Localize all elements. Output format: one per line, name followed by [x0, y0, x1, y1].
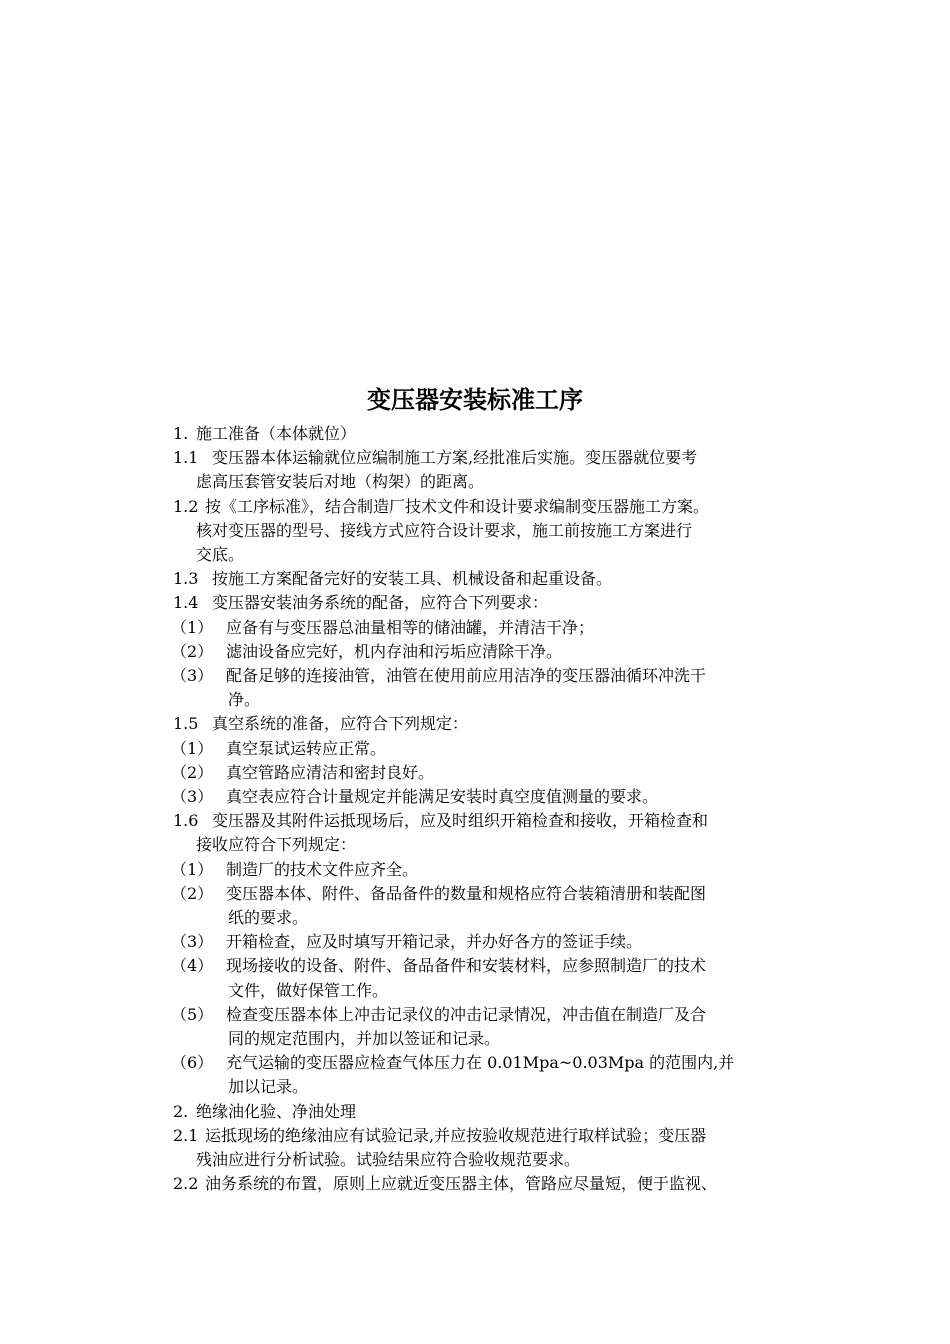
clause-continuation: 接收应符合下列规定： [196, 835, 357, 855]
clause-text: 变压器本体运输就位应编制施工方案,经批准后实施。变压器就位要考 [212, 448, 698, 468]
item-number: （5） [171, 1004, 214, 1024]
clause-text: 油务系统的布置，原则上应就近变压器主体，管路应尽量短，便于监视、 [205, 1174, 718, 1194]
item-continuation: 纸的要求。 [228, 908, 309, 928]
item-continuation: 同的规定范围内，并加以签证和记录。 [228, 1029, 501, 1049]
item-number: （2） [171, 641, 214, 661]
section-number: 1. [173, 424, 189, 443]
clause [173, 809, 813, 833]
section-heading [173, 422, 813, 446]
clause [173, 712, 813, 736]
clause [173, 1172, 813, 1196]
clause-continuation: 交底。 [196, 545, 245, 565]
clause-number: 1.3 [173, 569, 199, 589]
list-item [171, 1003, 813, 1027]
item-number: （2） [171, 762, 214, 782]
clause-text: 按《工序标准》，结合制造厂技术文件和设计要求编制变压器施工方案。 [205, 496, 710, 516]
list-item [171, 882, 813, 906]
section-number: 2. [173, 1101, 189, 1121]
clause-continuation: 残油应进行分析试验。试验结果应符合验收规范要求。 [196, 1150, 581, 1170]
list-item [171, 737, 813, 761]
item-text: 真空管路应清洁和密封良好。 [226, 762, 435, 782]
list-item [171, 785, 813, 809]
item-continuation: 加以记录。 [228, 1077, 309, 1097]
item-text: 制造厂的技术文件应齐全。 [226, 859, 419, 879]
list-item [171, 761, 813, 785]
clause [173, 1124, 813, 1148]
clause-number: 1.4 [173, 593, 199, 613]
item-text: 检查变压器本体上冲击记录仪的冲击记录情况，冲击值在制造厂及合 [226, 1004, 707, 1024]
item-number: （3） [171, 666, 214, 686]
item-text: 真空泵试运转应正常。 [226, 738, 387, 758]
item-text: 配备足够的连接油管，油管在使用前应用洁净的变压器油循环冲洗干 [226, 666, 707, 686]
item-number: （1） [171, 617, 214, 637]
item-number: （4） [171, 956, 214, 976]
list-item [171, 930, 813, 954]
clause [173, 446, 813, 470]
item-text: 开箱检查，应及时填写开箱记录，并办好各方的签证手续。 [226, 932, 643, 952]
item-number: （1） [171, 859, 214, 879]
item-text: 真空表应符合计量规定并能满足安装时真空度值测量的要求。 [226, 787, 659, 807]
list-item [171, 1051, 813, 1075]
item-text: 变压器本体、附件、备品备件的数量和规格应符合装箱清册和装配图 [226, 883, 707, 903]
document-body [173, 422, 813, 1197]
list-item [171, 616, 813, 640]
clause-number: 2.2 [173, 1174, 199, 1194]
section-heading [173, 1100, 813, 1124]
clause-continuation: 核对变压器的型号、接线方式应符合设计要求，施工前按施工方案进行 [196, 520, 693, 540]
clause [173, 567, 813, 591]
document-title: 变压器安装标准工序 [367, 385, 583, 414]
clause-number: 1.1 [173, 448, 199, 468]
clause [173, 495, 813, 519]
item-text: 现场接收的设备、附件、备品备件和安装材料，应参照制造厂的技术 [226, 956, 707, 976]
item-continuation: 净。 [228, 690, 261, 710]
clause-continuation: 虑高压套管安装后对地（构架）的距离。 [196, 472, 485, 492]
item-number: （2） [171, 883, 214, 903]
section-text: 绝缘油化验、净油处理 [196, 1101, 357, 1121]
list-item [171, 640, 813, 664]
item-text: 应备有与变压器总油量相等的储油罐，并清洁干净； [226, 617, 595, 637]
clause [173, 591, 813, 615]
item-number: （3） [171, 787, 214, 807]
item-number: （6） [171, 1053, 214, 1073]
clause-number: 1.5 [173, 714, 199, 734]
clause-text: 按施工方案配备完好的安装工具、机械设备和起重设备。 [212, 569, 613, 589]
clause-text: 变压器及其附件运抵现场后，应及时组织开箱检查和接收，开箱检查和 [212, 811, 709, 831]
item-continuation: 文件，做好保管工作。 [228, 980, 389, 1000]
clause-number: 1.2 [173, 496, 199, 516]
clause-text: 运抵现场的绝缘油应有试验记录,并应按验收规范进行取样试验；变压器 [205, 1125, 707, 1145]
list-item [171, 858, 813, 882]
clause-number: 2.1 [173, 1125, 199, 1145]
section-text: 施工准备（本体就位） [196, 424, 357, 443]
item-text: 滤油设备应完好，机内存油和污垢应清除干净。 [226, 641, 563, 661]
list-item [171, 664, 813, 688]
clause-text: 真空系统的准备，应符合下列规定： [212, 714, 469, 734]
item-number: （1） [171, 738, 214, 758]
clause-text: 变压器安装油务系统的配备，应符合下列要求： [212, 593, 549, 613]
list-item [171, 954, 813, 978]
clause-number: 1.6 [173, 811, 199, 831]
item-number: （3） [171, 932, 214, 952]
item-text: 充气运输的变压器应检查气体压力在 0.01Mpa~0.03Mpa 的范围内,并 [226, 1053, 735, 1073]
